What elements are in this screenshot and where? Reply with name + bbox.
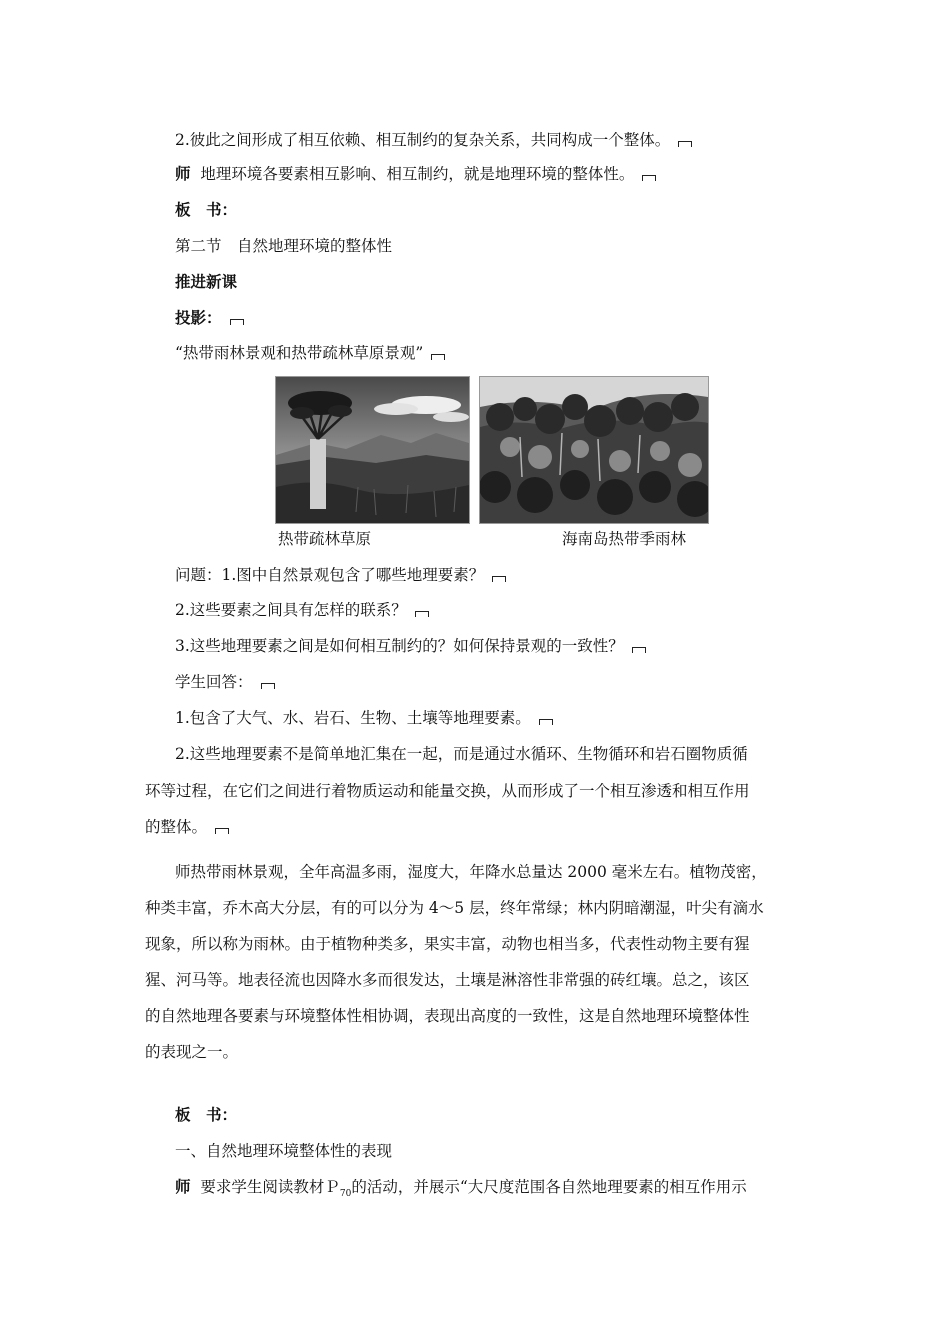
question-2: 2.这些要素之间具有怎样的联系？ (175, 600, 429, 620)
board-label-1: 板 书： (175, 200, 238, 219)
paragraph-mark-icon (415, 611, 429, 617)
paragraph-line-4: 猩、河马等。地表径流也因降水多而很发达，土壤是淋溶性非常强的砖红壤。总之，该区 (145, 971, 750, 989)
paragraph-mark-icon (632, 647, 646, 653)
paragraph-mark-icon (230, 319, 244, 325)
savanna-photo (275, 376, 470, 524)
paragraph-line-6: 的表现之一。 (145, 1043, 239, 1061)
board-label-2: 板 书： (175, 1105, 238, 1124)
teacher-line: 师 地理环境各要素相互影响、相互制约，就是地理环境的整体性。 (175, 164, 656, 184)
paragraph-line-1: 师热带雨林景观，全年高温多雨，湿度大，年降水总量达 2000 毫米左右。植物茂密， (175, 863, 767, 881)
new-lesson-heading: 推进新课 (175, 272, 238, 291)
answer-1: 1.包含了大气、水、岩石、生物、土壤等地理要素。 (175, 708, 553, 728)
paragraph-mark-icon (539, 719, 553, 725)
page-subscript: 70 (339, 1189, 352, 1200)
question-3: 3.这些地理要素之间是如何相互制约的？如何保持景观的一致性？ (175, 636, 646, 656)
paragraph-line-5: 的自然地理各要素与环境整体性相协调，表现出高度的一致性，这是自然地理环境整体性 (145, 1007, 750, 1025)
paragraph-mark-icon (642, 175, 656, 181)
text-line-1: 2.彼此之间形成了相互依赖、相互制约的复杂关系，共同构成一个整体。 (175, 130, 692, 150)
paragraph-mark-icon (431, 354, 445, 360)
figure-quote-title: “热带雨林景观和热带疏林草原景观” (175, 343, 445, 363)
rainforest-photo (479, 376, 709, 524)
paragraph-mark-icon (261, 683, 275, 689)
speaker-label: 师 (175, 164, 191, 183)
teacher-instruction: 师 要求学生阅读教材Ｐ$_{70}$的活动，并展示“大尺度范围各自然地理要素的相互作用示 (175, 1177, 747, 1200)
projection-label: 投影： (175, 308, 244, 328)
caption-savanna: 热带疏林草原 (278, 530, 372, 548)
paragraph-mark-icon (215, 828, 229, 834)
speaker-label: 师 (175, 1177, 191, 1196)
paragraph-line-3: 现象，所以称为雨林。由于植物种类多，果实丰富，动物也相当多，代表性动物主要有猩 (145, 935, 750, 953)
answer-2-line-1: 2.这些地理要素不是简单地汇集在一起，而是通过水循环、生物循环和岩石圈物质循 (175, 745, 748, 763)
section-title: 第二节 自然地理环境的整体性 (175, 237, 393, 255)
answer-2-line-3: 的整体。 (145, 817, 229, 837)
answer-2-line-2: 环等过程，在它们之间进行着物质运动和能量交换，从而形成了一个相互渗透和相互作用 (145, 782, 750, 800)
student-answer-label: 学生回答： (175, 672, 275, 692)
paragraph-line-2: 种类丰富，乔木高大分层，有的可以分为 4～5 层，终年常绿；林内阴暗潮湿，叶尖有滴水 (145, 899, 764, 917)
heading-one: 一、自然地理环境整体性的表现 (175, 1142, 393, 1160)
paragraph-mark-icon (678, 141, 692, 147)
caption-rainforest: 海南岛热带季雨林 (562, 530, 687, 548)
paragraph-mark-icon (492, 576, 506, 582)
question-1: 问题：1.图中自然景观包含了哪些地理要素？ (175, 565, 506, 585)
